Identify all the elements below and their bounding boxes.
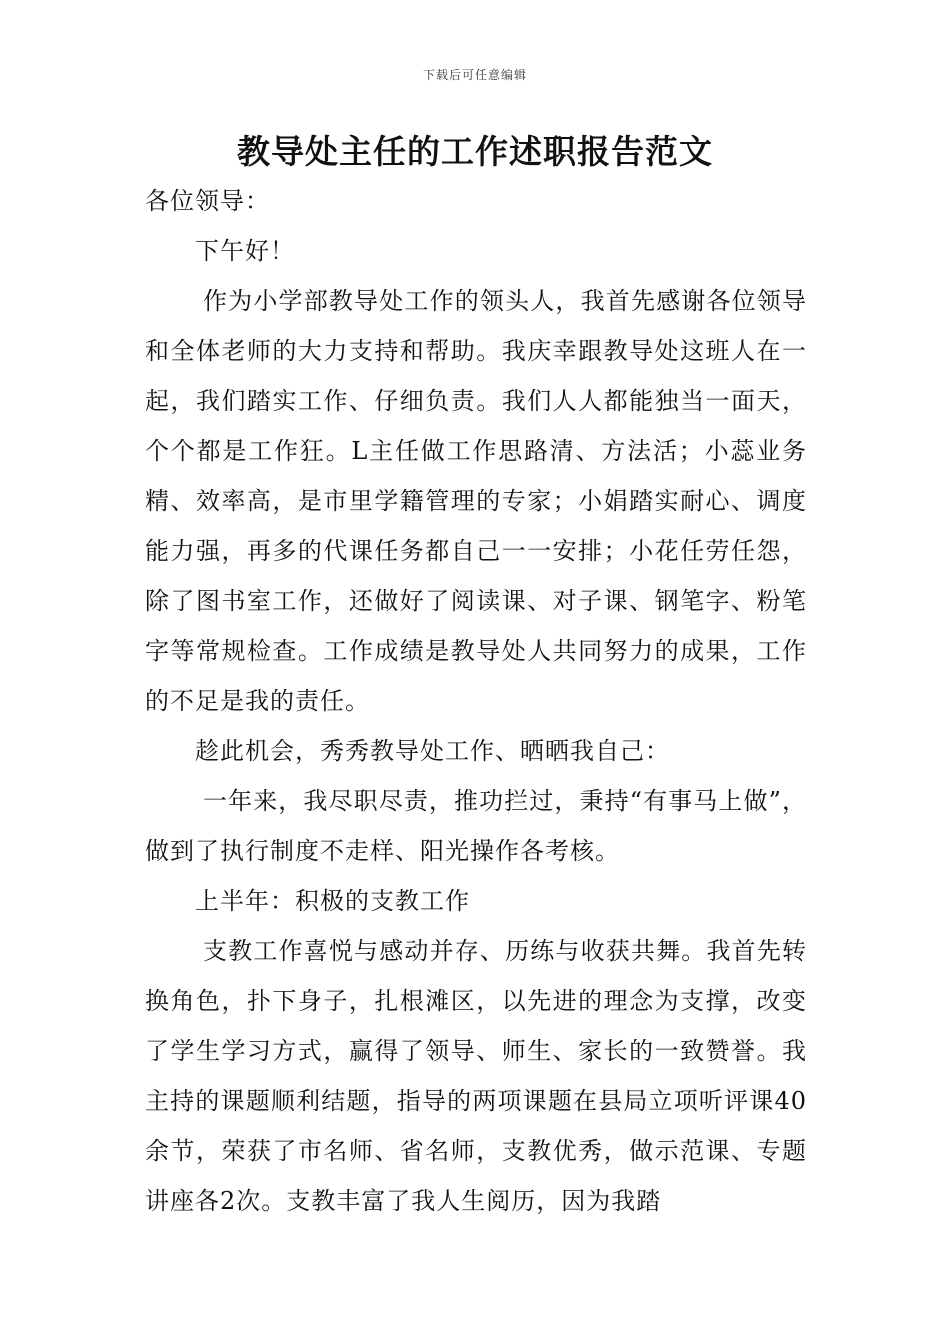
body-paragraph: 支教工作喜悦与感动并存、历练与收获共舞。我首先转换角色，扑下身子，扎根滩区，以先进的理念为支撑，改变了学生学习方式，赢得了领导、师生、家长的一致赞誉。我主持的课题顺利结题，指导的两项课题在县局立项听评课40余节，荣获了市名师、省名师，支教优秀，做示范课、专题讲座各2次。支教丰富了我人生阅历，因为我踏 bbox=[145, 937, 807, 1215]
greeting-paragraph: 下午好！ bbox=[195, 237, 295, 265]
body-paragraph: 作为小学部教导处工作的领头人，我首先感谢各位领导和全体老师的大力支持和帮助。我庆幸跟教导处这班人在一起，我们踏实工作、仔细负责。我们人人都能独当一面天，个个都是工作狂。L主任做工作思路清、方法活；小蕊业务精、效率高，是市里学籍管理的专家；小娟踏实耐心、调度能力强，再多的代课任务都自己一一安排；小花任劳任怨，除了图书室工作，还做好了阅读课、对子课、钢笔字、粉笔字等常规检查。工作成绩是教导处人共同努力的成果，工作的不足是我的责任。 bbox=[145, 287, 807, 715]
body-paragraph: 一年来，我尽职尽责，推功拦过，秉持“有事马上做”，做到了执行制度不走样、阳光操作各考核。 bbox=[145, 787, 807, 865]
body-paragraph: 趁此机会，秀秀教导处工作、晒晒我自己： bbox=[195, 737, 670, 765]
section-heading: 上半年：积极的支教工作 bbox=[195, 887, 470, 915]
document-body bbox=[145, 176, 807, 1226]
document-title: 教导处主任的工作述职报告范文 bbox=[237, 132, 713, 171]
header-note: 下载后可任意编辑 bbox=[422, 68, 527, 82]
salutation: 各位领导： bbox=[145, 187, 270, 215]
